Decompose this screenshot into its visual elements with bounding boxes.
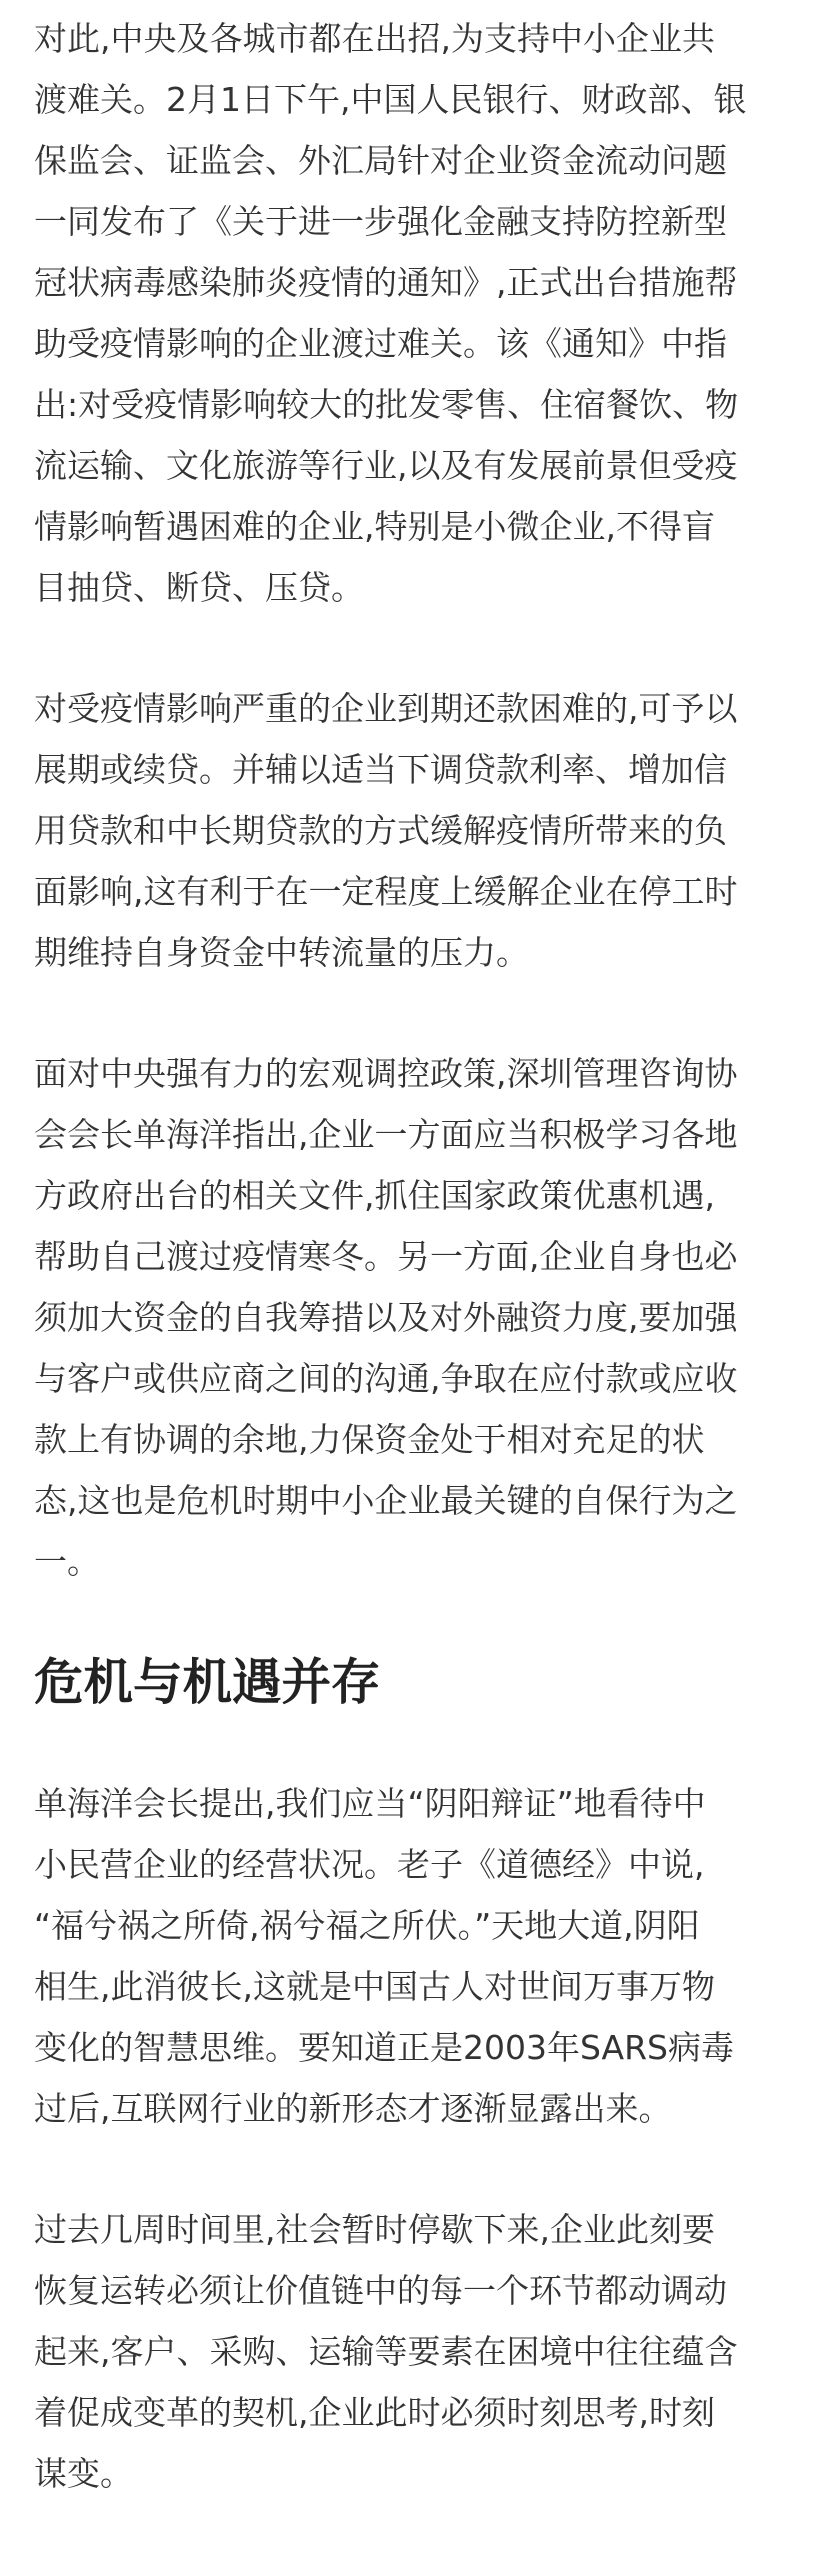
- paragraph-value-chain-recovery: 过去几周时间里,社会暂时停歇下来,企业此刻要 恢复运转必须让价值链中的每一个环节都动调动 起来,客户、采购、运输等要素在困境中往往蕴含 着促成变革的契机,企业此时必须时刻思考,时刻 谋变。: [34, 2210, 738, 2493]
- article-body: [34, 8, 796, 2564]
- section-heading: 危机与机遇并存: [34, 1653, 381, 1711]
- paragraph-policy-response: 面对中央强有力的宏观调控政策,深圳管理咨询协 会会长单海洋指出,企业一方面应当积极学习各地 方政府出台的相关文件,抓住国家政策优惠机遇, 帮助自己渡过疫情寒冬。另一方面,企业自身也必 须加大资金的自我筹措以及对外融资力度,要加强 与客户或供应商之间的沟通,争取在应付款或应收 款上有协调的余地,力保资金处于相对充足的状 态,这也是危机时期中小企业最关键的自保行为之 一。: [34, 1054, 738, 1581]
- paragraph-financial-support-notice: 对此,中央及各城市都在出招,为支持中小企业共 渡难关。2月1日下午,中国人民银行、财政部、银 保监会、证监会、外汇局针对企业资金流动问题 一同发布了《关于进一步强化金融支持防控新型 冠状病毒感染肺炎疫情的通知》,正式出台措施帮 助受疫情影响的企业渡过难关。该《通知》中指 出:对受疫情影响较大的批发零售、住宿餐饮、物 流运输、文化旅游等行业,以及有发展前景但受疫 情影响暂遇困难的企业,特别是小微企业,不得盲 目抽贷、断贷、压贷。: [34, 19, 747, 607]
- paragraph-yin-yang-view: 单海洋会长提出,我们应当“阴阳辩证”地看待中 小民营企业的经营状况。老子《道德经》中说, “福兮祸之所倚,祸兮福之所伏。”天地大道,阴阳 相生,此消彼长,这就是中国古人对世间万事万物 变化的智慧思维。要知道正是2003年SARS病毒 过后,互联网行业的新形态才逐渐显露出来。: [34, 1784, 734, 2128]
- paragraph-loan-extension: 对受疫情影响严重的企业到期还款困难的,可予以 展期或续贷。并辅以适当下调贷款利率、增加信 用贷款和中长期贷款的方式缓解疫情所带来的负 面影响,这有利于在一定程度上缓解企业在停工时 期维持自身资金中转流量的压力。: [34, 689, 738, 972]
